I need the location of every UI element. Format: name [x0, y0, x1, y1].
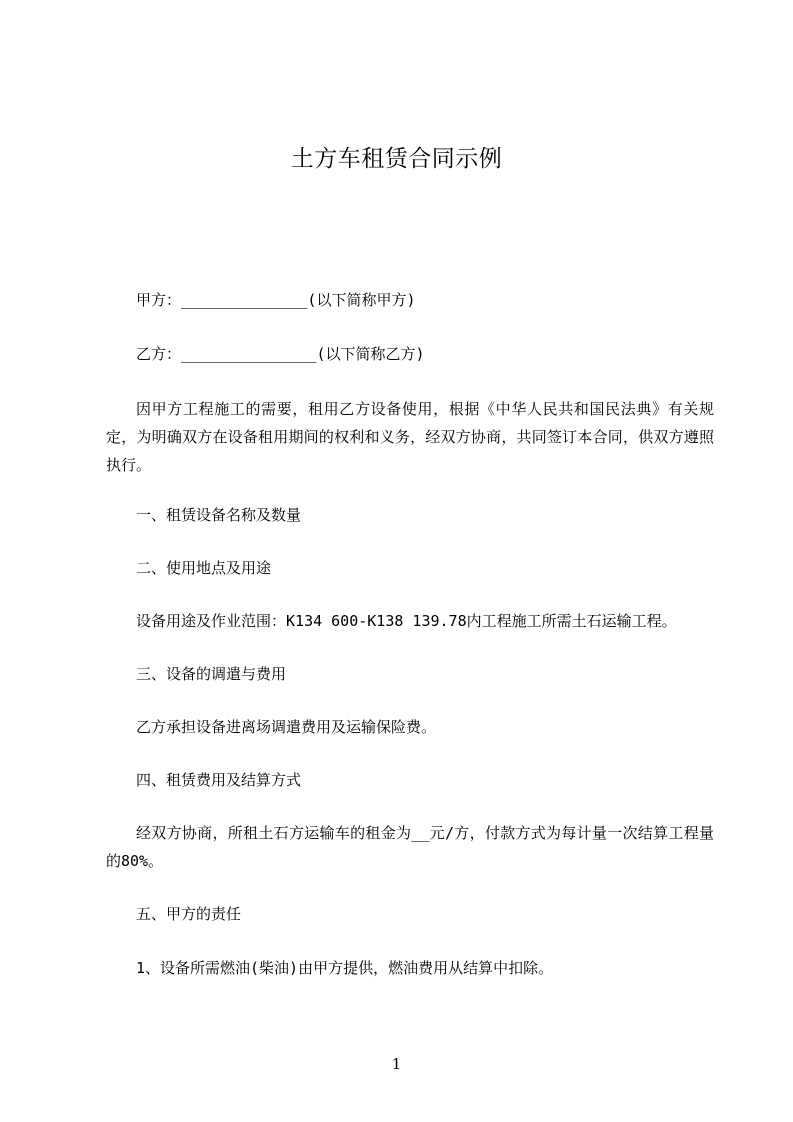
- section-3-heading: 三、设备的调遣与费用: [136, 665, 287, 683]
- section-5-item-1: 1、设备所需燃油(柴油)由甲方提供，燃油费用从结算中扣除。: [136, 959, 554, 977]
- party-a-line: 甲方：______________(以下简称甲方): [136, 291, 416, 309]
- section-2-heading: 二、使用地点及用途: [136, 559, 272, 577]
- section-5-heading: 五、甲方的责任: [136, 905, 242, 923]
- page-number: 1: [391, 1055, 402, 1073]
- party-b-line: 乙方：_______________(以下简称乙方): [136, 345, 425, 363]
- document-title: 土方车租赁合同示例: [290, 146, 503, 172]
- section-1-heading: 一、租赁设备名称及数量: [136, 506, 302, 524]
- section-3-body: 乙方承担设备进离场调遣费用及运输保险费。: [136, 718, 437, 736]
- section-4-body: 经双方协商，所租土石方运输车的租金为__元/方，付款方式为每计量一次结算工程量的80%。: [106, 824, 714, 870]
- section-4-heading: 四、租赁费用及结算方式: [136, 771, 302, 789]
- section-2-body: 设备用途及作业范围：K134 600-K138 139.78内工程施工所需土石运输工程。: [136, 612, 677, 630]
- intro-paragraph: 因甲方工程施工的需要，租用乙方设备使用，根据《中华人民共和国民法典》有关规定，为明确双方在设备租用期间的权利和义务，经双方协商，共同签订本合同，供双方遵照执行。: [106, 400, 714, 474]
